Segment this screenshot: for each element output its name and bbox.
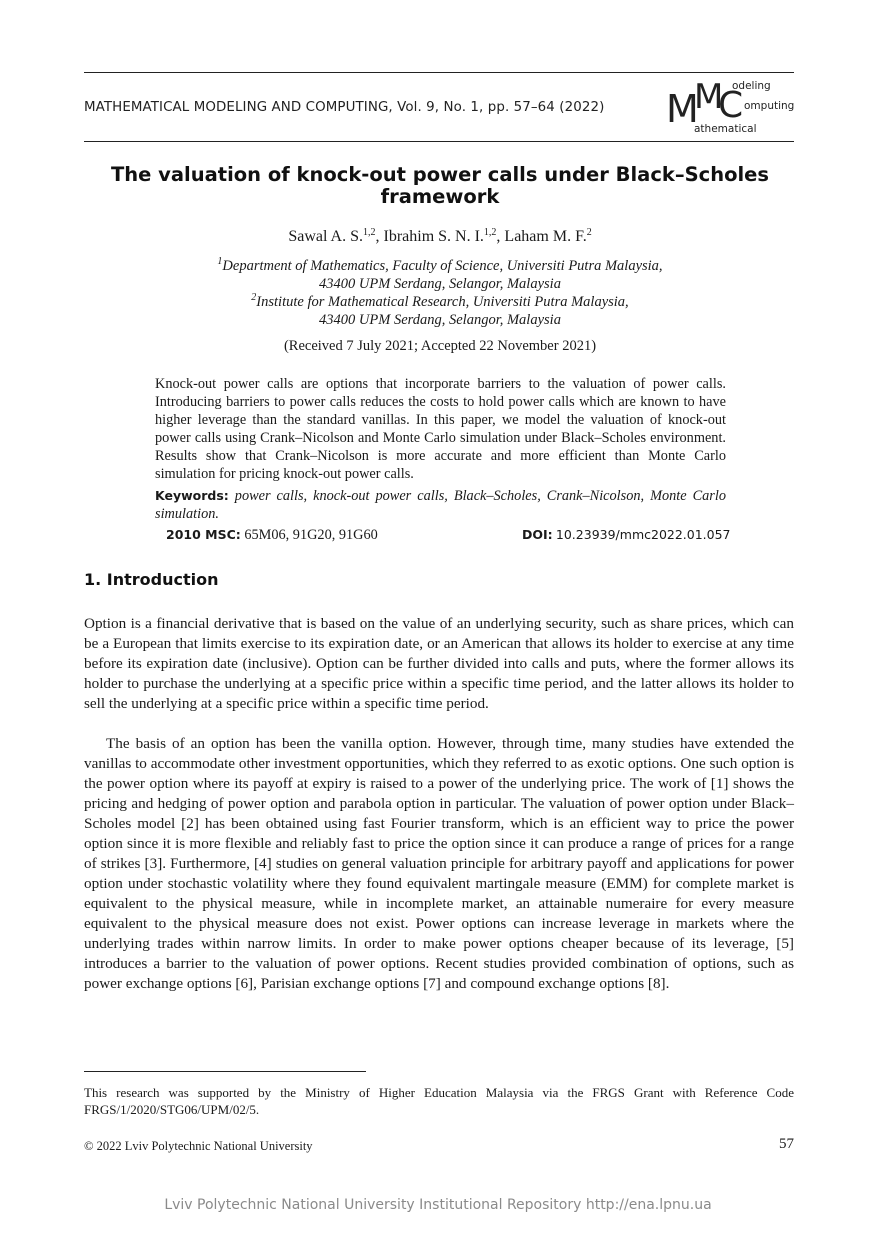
affiliation-line: Department of Mathematics, Faculty of Science, Universiti Putra Malaysia, [222, 258, 663, 274]
received-dates: (Received 7 July 2021; Accepted 22 November 2021) [283, 338, 597, 354]
affiliation-line: 43400 UPM Serdang, Selangor, Malaysia [319, 312, 561, 328]
affiliation-number: 2 [251, 292, 257, 303]
keywords-text: power calls, knock-out power calls, Black–Scholes, Crank–Nicolson, Monte Carlo simulation. [155, 488, 726, 522]
repository-watermark[interactable]: Lviv Polytechnic National University Institutional Repository http://ena.lpnu.ua [164, 1197, 712, 1213]
footnote: This research was supported by the Ministry of Higher Education Malaysia via the FRGS Grant with Reference Code FRGS/1/2020/STG06/UPM/02/5. [84, 1085, 794, 1117]
article-title: The valuation of knock-out power calls under Black–Scholes framework [110, 163, 769, 208]
journal-citation [84, 100, 644, 115]
keywords-label: Keywords: [155, 488, 229, 503]
header-top-rule [84, 72, 794, 73]
msc-codes: 65M06, 91G20, 91G60 [244, 527, 378, 543]
logo-letter-c: C [718, 85, 744, 126]
author-affiliation-mark: 1,2 [362, 227, 376, 238]
doi-label: DOI: [522, 527, 553, 542]
section-heading: 1. Introduction [84, 570, 219, 589]
author-name: Sawal A. S. [288, 228, 363, 245]
author-affiliation-mark: 2 [586, 227, 592, 238]
copyright-icon: © [84, 1139, 94, 1153]
logo-word-computing: omputing [744, 100, 795, 112]
logo-letter-m-large: M [666, 87, 699, 131]
logo-letter-m-mid: M [694, 77, 724, 117]
affiliation-number: 1 [217, 256, 223, 267]
affiliations [84, 257, 796, 329]
author-separator: , [496, 228, 505, 245]
copyright-text: 2022 Lviv Polytechnic National University [96, 1139, 313, 1153]
affiliation-line: Institute for Mathematical Research, Universiti Putra Malaysia, [256, 294, 629, 310]
affiliation-line: 43400 UPM Serdang, Selangor, Malaysia [319, 276, 561, 292]
doi-value[interactable]: 10.23939/mmc2022.01.057 [555, 527, 731, 542]
journal-logo [664, 78, 804, 140]
volume-issue-pages: Vol. 9, No. 1, pp. 57–64 (2022) [397, 100, 605, 115]
doi [522, 527, 731, 543]
author-list [84, 228, 796, 246]
logo-word-modeling: odeling [732, 80, 771, 92]
journal-name: MATHEMATICAL MODELING AND COMPUTING, [84, 100, 393, 115]
author-affiliation-mark: 1,2 [483, 227, 497, 238]
footnote-rule [84, 1071, 366, 1072]
header-bottom-rule [84, 141, 794, 142]
author-name: Ibrahim S. N. I. [383, 228, 484, 245]
logo-word-mathematical: athematical [694, 123, 757, 135]
body-paragraph: Option is a financial derivative that is based on the value of an underlying security, such as share prices, which can be a European that limits exercise to its expiration date, or an American that allows its holder to exercise at any time before its expiration date (inclusive). Option can be further divided into calls and puts, where the former allows its holder to purchase the underlying at a specific price within a specific time period, and the latter allows its holder to sell the underlying at a specific price within a specific time period. [84, 615, 794, 712]
keywords [155, 487, 726, 523]
copyright [84, 1139, 313, 1154]
msc-label: 2010 MSC: [166, 527, 241, 542]
abstract: Knock-out power calls are options that incorporate barriers to the valuation of power calls. Introducing barriers to power calls reduces the costs to hold power calls which are known to have higher leverage than the standard vanillas. In this paper, we model the valuation of knock-out power calls using Crank–Nicolson and Monte Carlo simulation under Black–Scholes environment. Results show that Crank–Nicolson is more accurate and more efficient than Monte Carlo simulation for pricing knock-out power calls. [155, 376, 726, 482]
page-number: 57 [779, 1136, 794, 1152]
msc-classification [166, 527, 378, 544]
author-separator: , [375, 228, 384, 245]
author-name: Laham M. F. [504, 228, 587, 245]
body-paragraph: The basis of an option has been the vanilla option. However, through time, many studies have extended the vanillas to accommodate other investment opportunities, which they referred to as exotic options. One such option is the power option where its payoff at expiry is raised to a power of the underlying price. The work of [1] shows the pricing and hedging of power option and parabola option in particular. The valuation of power option under Black–Scholes model [2] has been obtained using fast Fourier transform, which is an efficient way to price the power option since it is more flexible and reliably fast to price the option since it can produce a range of prices for a range of strikes [3]. Furthermore, [4] studies on general valuation principle for arbitrary payoff and applications for power option under stochastic volatility where they found equivalent martingale measure (EMM) for complete market is equivalent to the physical measure, while in incomplete market, an attainable numeraire for every measure equivalent to the physical measure does not exist. Power options can increase leverage in markets where the underlying trades within narrow limits. In order to make power options cheaper because of its leverage, [5] introduces a barrier to the valuation of power options. Recent studies provided combination of options, such as power exchange options [6], Parisian exchange options [7] and compound exchange options [8]. [84, 735, 794, 992]
